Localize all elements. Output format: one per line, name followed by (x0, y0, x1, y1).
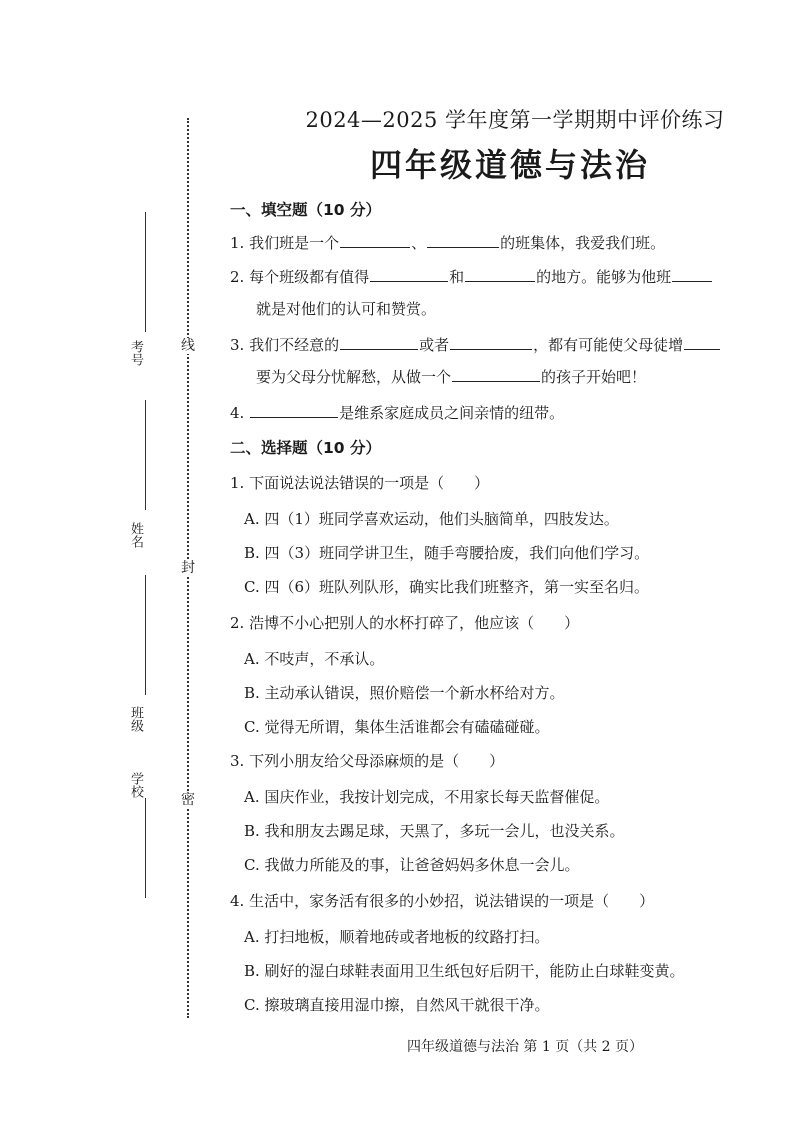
q2-text-a: 2. 每个班级都有值得 (230, 268, 370, 286)
choice-q3-option-b: B. 我和朋友去踢足球，天黑了，多玩一会儿，也没关系。 (244, 822, 625, 840)
q3-text-c: ，都有可能使父母徒增 (533, 336, 684, 354)
class-line (145, 575, 146, 695)
class-label: 班级 (128, 706, 143, 732)
fill-question-3-cont (256, 366, 646, 387)
choice-q1-option-a: A. 四（1）班同学喜欢运动，他们头脑简单，四肢发达。 (244, 510, 619, 528)
fill-question-3 (230, 334, 721, 355)
choice-q3-option-c: C. 我做力所能及的事，让爸爸妈妈多休息一会儿。 (244, 856, 580, 874)
q2-text-b: 和 (449, 268, 465, 286)
choice-question-2-stem: 2. 浩博不小心把别人的水杯打碎了，他应该（ ） (230, 614, 580, 632)
name-line (145, 400, 146, 510)
answer-blank[interactable] (465, 267, 535, 282)
choice-question-4-stem: 4. 生活中，家务活有很多的小妙招，说法错误的一项是（ ） (230, 892, 655, 910)
fill-question-4 (230, 402, 564, 423)
answer-blank[interactable] (450, 335, 532, 350)
fill-question-2 (230, 266, 713, 287)
exam-number-label: 考号 (128, 340, 143, 366)
q3-text-d2: 的孩子开始吧！ (541, 368, 647, 386)
answer-blank[interactable] (684, 335, 720, 350)
q3-text-b: 或者 (419, 336, 450, 354)
seal-char-line: 线 (181, 338, 195, 354)
exam-year-line: 2024—2025 学年度第一学期期中评价练习 (305, 108, 725, 132)
page-footer: 四年级道德与法治 第 1 页（共 2 页） (406, 1039, 644, 1055)
school-label: 学校 (128, 772, 143, 798)
q1-text-a: 1. 我们班是一个 (230, 234, 340, 252)
seal-char-secret: 密 (181, 792, 195, 808)
q4-text-b: 是维系家庭成员之间亲情的纽带。 (339, 404, 565, 422)
answer-blank[interactable] (370, 267, 448, 282)
q1-text-c: 的班集体，我爱我们班。 (500, 234, 666, 252)
choice-q3-option-a: A. 国庆作业，我按计划完成，不用家长每天监督催促。 (244, 788, 610, 806)
answer-blank[interactable] (340, 233, 410, 248)
q2-text-c: 的地方。能够为他班 (536, 268, 672, 286)
choice-q4-option-b: B. 刷好的湿白球鞋表面用卫生纸包好后阴干，能防止白球鞋变黄。 (244, 962, 685, 980)
exam-number-line (145, 212, 146, 332)
answer-blank[interactable] (427, 233, 499, 248)
section2-heading: 二、选择题（10 分） (230, 439, 381, 457)
answer-blank[interactable] (250, 403, 338, 418)
choice-q1-option-c: C. 四（6）班队列队形，确实比我们班整齐，第一实至名归。 (244, 578, 650, 596)
binding-margin (0, 0, 220, 1124)
choice-question-1-stem: 1. 下面说法说法错误的一项是（ ） (230, 474, 490, 492)
exam-title: 四年级道德与法治 (369, 146, 650, 184)
fill-question-1 (230, 232, 665, 253)
q1-text-b: 、 (411, 234, 427, 252)
school-line (145, 798, 146, 898)
choice-question-3-stem: 3. 下列小朋友给父母添麻烦的是（ ） (230, 752, 505, 770)
choice-q4-option-a: A. 打扫地板，顺着地砖或者地板的纹路打扫。 (244, 928, 550, 946)
q4-text-a: 4. (230, 404, 250, 422)
answer-blank[interactable] (340, 335, 418, 350)
q3-text-d1: 要为父母分忧解愁，从做一个 (256, 368, 452, 386)
fill-question-2-cont: 就是对他们的认可和赞赏。 (256, 300, 437, 318)
choice-q4-option-c: C. 擦玻璃直接用湿巾擦，自然风干就很干净。 (244, 996, 550, 1014)
choice-q1-option-b: B. 四（3）班同学讲卫生，随手弯腰拾废，我们向他们学习。 (244, 544, 650, 562)
answer-blank[interactable] (672, 267, 712, 282)
answer-blank[interactable] (452, 367, 540, 382)
choice-q2-option-a: A. 不吱声，不承认。 (244, 650, 385, 668)
name-label: 姓名 (128, 522, 143, 548)
seal-char-seal: 封 (181, 560, 195, 576)
choice-q2-option-c: C. 觉得无所谓，集体生活谁都会有磕磕碰碰。 (244, 718, 550, 736)
q3-text-a: 3. 我们不经意的 (230, 336, 340, 354)
section1-heading: 一、填空题（10 分） (230, 201, 381, 219)
choice-q2-option-b: B. 主动承认错误，照价赔偿一个新水杯给对方。 (244, 684, 565, 702)
